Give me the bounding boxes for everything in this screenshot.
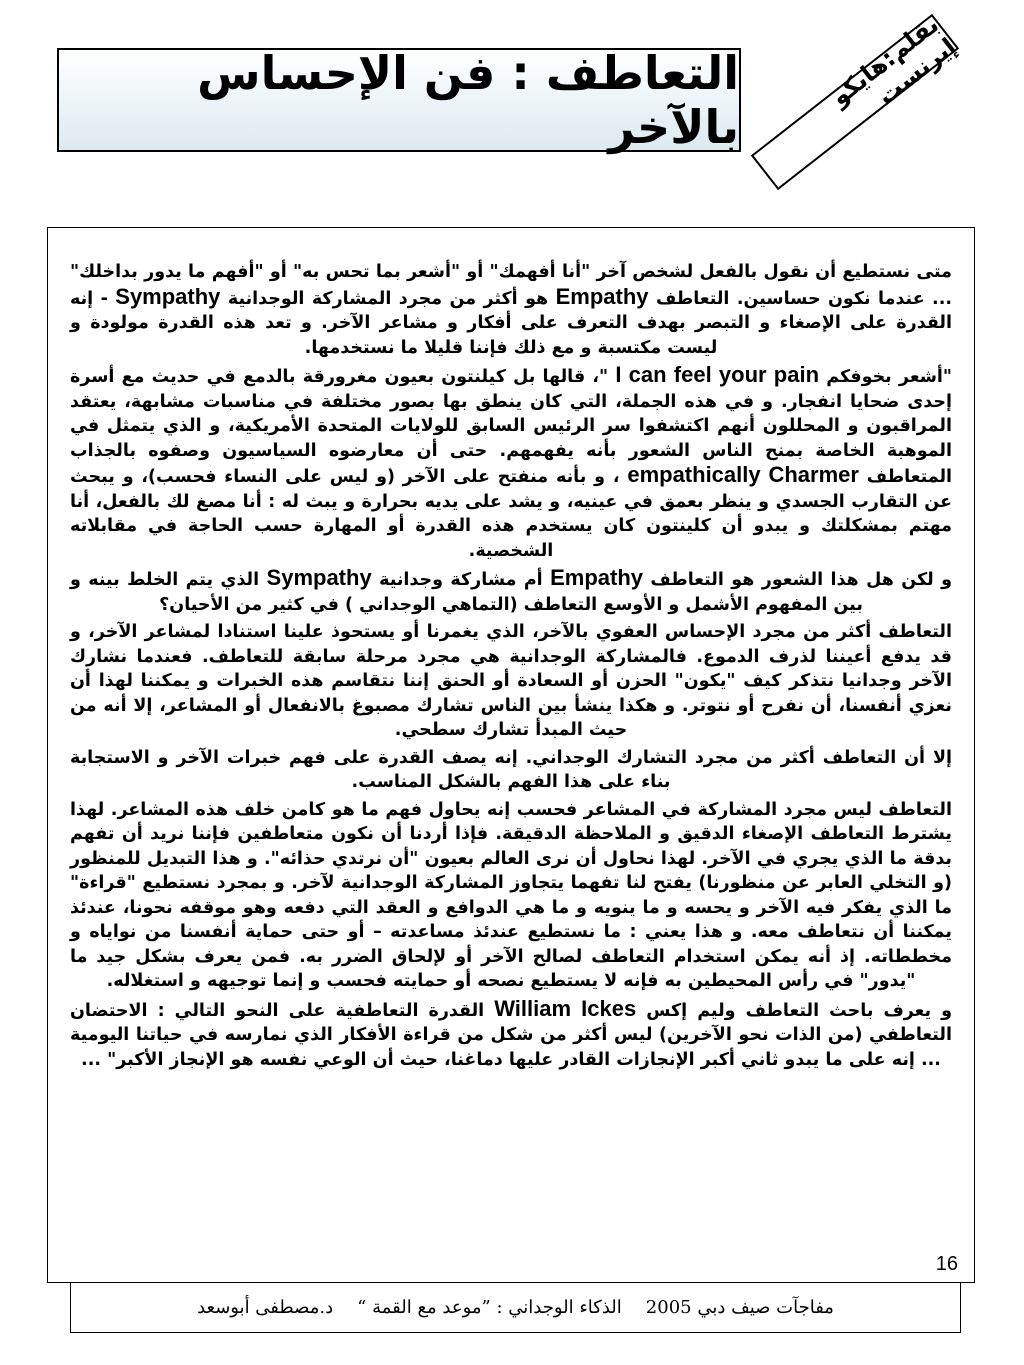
term-charmer: empathically Charmer bbox=[627, 462, 859, 487]
paragraph-5: إلا أن التعاطف أكثر من مجرد التشارك الوجداني. إنه يصف القدرة على فهم خبرات الآخر و الاستجابة بناء على هذا الفهم بالشكل المناسب. bbox=[70, 747, 952, 792]
name-william-ickes: William Ickes bbox=[494, 995, 637, 1021]
term-empathy: Empathy bbox=[550, 565, 643, 590]
paragraph-3: و لكن هل هذا الشعور هو التعاطف Empathy أم مشاركة وجدانية Sympathy الذي يتم الخلط بينه و بين المفهوم الأشمل و الأوسع التعاطف (التماهي الوجداني ) في كثير من الأحيان؟ bbox=[70, 565, 952, 615]
footer bbox=[70, 1283, 961, 1333]
title-box bbox=[57, 48, 741, 152]
page-number: 16 bbox=[935, 1253, 958, 1275]
term-sympathy: Sympathy bbox=[266, 565, 372, 590]
paragraph-4: التعاطف أكثر من مجرد الإحساس العفوي بالآخر، الذي يغمرنا أو يستحوذ علينا استنادا لمشاعر الآخر، و قد يدفع أعيننا لذرف الدموع. فالمشاركة الوجدانية هي مجرد مرحلة سابقة للتعاطف. فعندما نشارك الآخر وجدانيا نتذكر كيف "يكون" الحزن أو السعادة أو الحنق إننا نتقاسم هذه الخبرات و يمكننا لهذا أن نعزي أنفسنا، أن نفرح أو نتوتر. و هكذا ينشأ بين الناس تشارك مصبوغ بالانفعال أو المشاعر، إلا أنه من حيث المبدأ تشارك سطحي. bbox=[70, 622, 952, 740]
term-empathy: Empathy bbox=[555, 283, 649, 309]
footer-book: الذكاء الوجداني : ”موعد مع القمة “ bbox=[357, 1297, 622, 1318]
article-box bbox=[47, 227, 975, 1283]
paragraph-2: "أشعر بخوفكم I can feel your pain "، قالها بل كيلنتون بعيون مغرورقة بالدمع في حديث مع أسرة إحدى ضحايا انفجار. و في هذه الجملة، التي كان ينطق بها بصور مختلفة في مناسبات مشابهة، يعتقد المراقبون و المحللون أنهم اكتشفوا سر الرئيس السابق للولايات المتحدة الأمريكية، و الذي يتمثل في الموهبة الخاصة بمنح الناس الشعور بأنه يفهمهم. حتى أن معارضوه السياسيون وصفوه بالجذاب المتعاطف empathically Charmer ، و بأنه منفتح على الآخر (و ليس على النساء فحسب)، و يبحث عن التقارب الجسدي و ينظر بعمق في عينيه، و يشد على يديه بحرارة و يبث له : أنا مصغ لك بالفعل، أنا مهتم بمشكلتك و يبدو أن كلينتون كان يستخدم هذه القدرة أو المهارة حسب الحاجة في مقابلاته الشخصية. bbox=[70, 362, 953, 561]
footer-event: مفاجآت صيف دبي 2005 bbox=[645, 1297, 834, 1318]
quote-english: I can feel your pain bbox=[615, 362, 820, 387]
paragraph-6: التعاطف ليس مجرد المشاركة في المشاعر فحسب إنه يحاول فهم ما هو كامن خلف هذه المشاعر. لهذا يشترط التعاطف الإصغاء الدقيق و الملاحظة الدقيقة. فإذا أردنا أن نكون متعاطفين فإننا نريد أن تفهم بدقة ما الذي يجري في الآخر. لهذا نحاول أن نرى العالم بعيون "أن نرتدي حذائه". و هذا التبديل للمنظور (و التخلي العابر عن منظورنا) يفتح لنا تفهما يتجاوز المشاركة الوجدانية لآخر. و بمجرد نستطيع "قراءة" ما الذي يفكر فيه الآخر و يحسه و ما ينويه و ما هي الدوافع و العقد التي دفعه وهو موقفه نحونا، عندئذ يمكننا أن نتعاطف معه. و هذا يعني : ما نستطيع عندئذ مساعدته – أو حتى حماية أنفسنا من نواياه و مخططاته. إذ أنه يمكن استخدام التعاطف لصالح الآخر أو لإلحاق الضرر به. فمن يعرف بشكل جيد ما "يدور" في رأس المحيطين به فإنه لا يستطيع نصحه أو حمايته فحسب و إنما توجيهه و استغلاله. bbox=[70, 799, 952, 991]
paragraph-7: و يعرف باحث التعاطف وليم إكس William Ickes القدرة التعاطفية على النحو التالي : الاحتضان التعاطفي (من الذات نحو الآخرين) ليس أكثر من شكل من قراءة الأفكار الذي نمارسه في حياتنا اليومية ... إنه على ما يبدو ثاني أكبر الإنجازات القادر عليها دماغنا، حيث أن الوعي نفسه هو الإنجاز الأكبر" ... bbox=[70, 995, 953, 1070]
article-body bbox=[70, 260, 952, 1072]
term-sympathy: Sympathy bbox=[115, 283, 221, 309]
author-stamp: بقلم:هايكو إيرنست bbox=[751, 14, 959, 190]
footer-author: د.مصطفى أبوسعد bbox=[197, 1297, 334, 1318]
paragraph-1: متى نستطيع أن نقول بالفعل لشخص آخر "أنا أفهمك" أو "أشعر بما تحس به" أو "أفهم ما يدور بداخلك" ... عندما نكون حساسين. التعاطف Empathy هو أكثر من مجرد المشاركة الوجدانية Sympathy - إنه القدرة على الإصغاء و التبصر بهدف التعرف على أفكار و مشاعر الآخر. و تعد هذه القدرة مولودة و ليست مكتسبة و مع ذلك فإننا قليلا ما نستخدمها. bbox=[70, 262, 952, 358]
page-title: التعاطف : فن الإحساس بالآخر bbox=[197, 46, 739, 154]
